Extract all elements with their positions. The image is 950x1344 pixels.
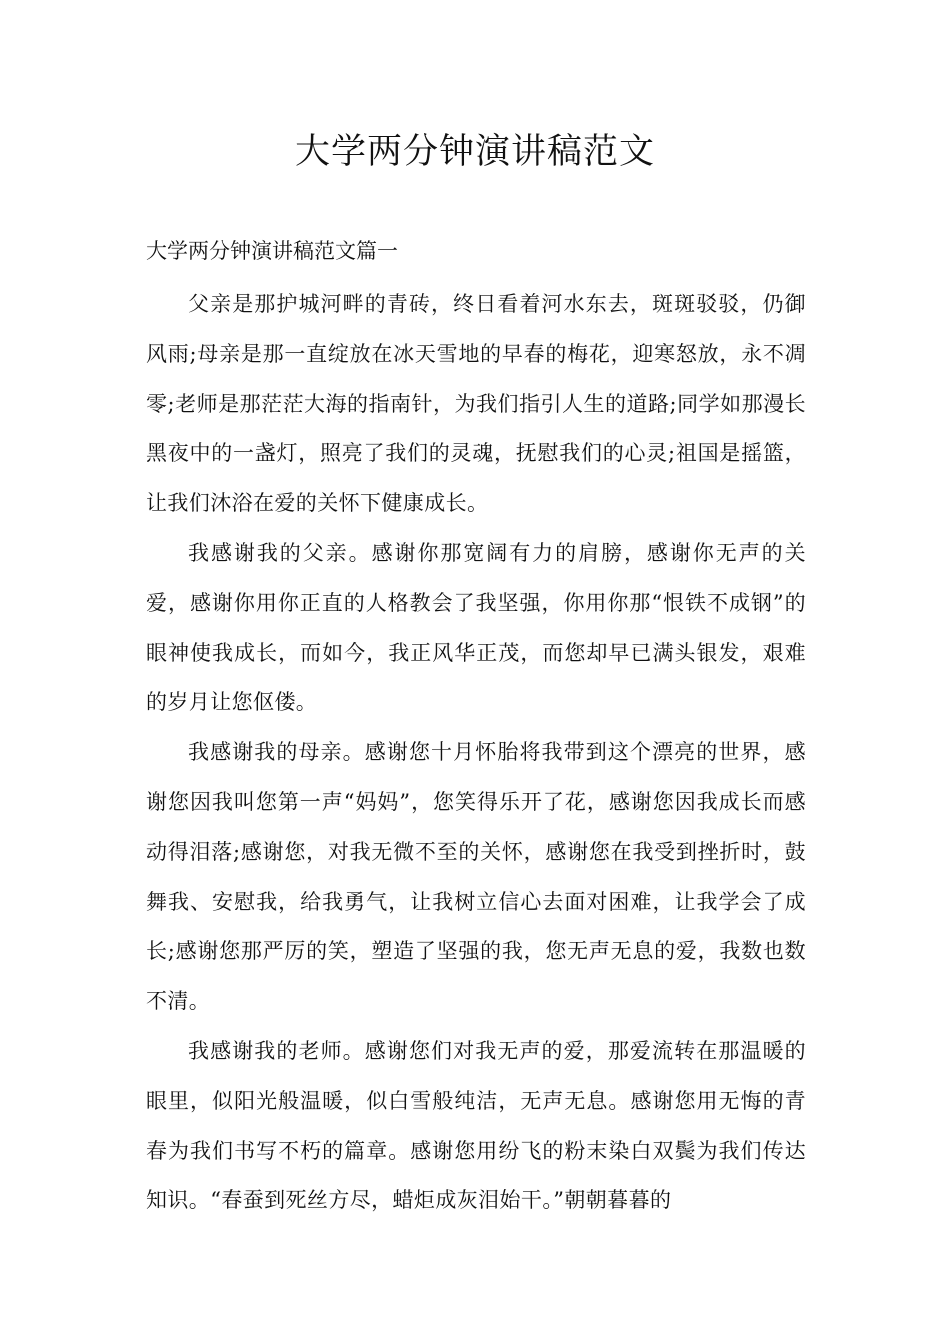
document-body — [146, 280, 806, 1226]
section-heading: 大学两分钟演讲稿范文篇一 — [146, 239, 398, 263]
paragraph-thank-teacher: 我感谢我的老师。感谢您们对我无声的爱，那爱流转在那温暖的眼里，似阳光般温暖，似白雪般纯洁，无声无息。感谢您用无悔的青春为我们书写不朽的篇章。感谢您用纷飞的粉末染白双鬓为我们传达知识。“春蚕到死丝方尽，蜡炬成灰泪始干。”朝朝暮暮的 — [146, 1038, 806, 1213]
document-title: 大学两分钟演讲稿范文 — [294, 132, 655, 172]
paragraph-thank-father: 我感谢我的父亲。感谢你那宽阔有力的肩膀，感谢你无声的关爱，感谢你用你正直的人格教会了我坚强，你用你那“恨铁不成钢”的眼神使我成长，而如今，我正风华正茂，而您却早已满头银发，艰难的岁月让您伛偻。 — [146, 540, 806, 715]
paragraph-thank-mother: 我感谢我的母亲。感谢您十月怀胎将我带到这个漂亮的世界，感谢您因我叫您第一声“妈妈”，您笑得乐开了花，感谢您因我成长而感动得泪落;感谢您，对我无微不至的关怀，感谢您在我受到挫折时，鼓舞我、安慰我，给我勇气，让我树立信心去面对困难，让我学会了成长;感谢您那严厉的笑，塑造了坚强的我，您无声无息的爱，我数也数不清。 — [146, 740, 806, 1014]
paragraph-father-intro: 父亲是那护城河畔的青砖，终日看着河水东去，斑斑驳驳，仍御风雨;母亲是那一直绽放在冰天雪地的早春的梅花，迎寒怒放，永不凋零;老师是那茫茫大海的指南针，为我们指引人生的道路;同学如那漫长黑夜中的一盏灯，照亮了我们的灵魂，抚慰我们的心灵;祖国是摇篮，让我们沐浴在爱的关怀下健康成长。 — [146, 292, 806, 516]
